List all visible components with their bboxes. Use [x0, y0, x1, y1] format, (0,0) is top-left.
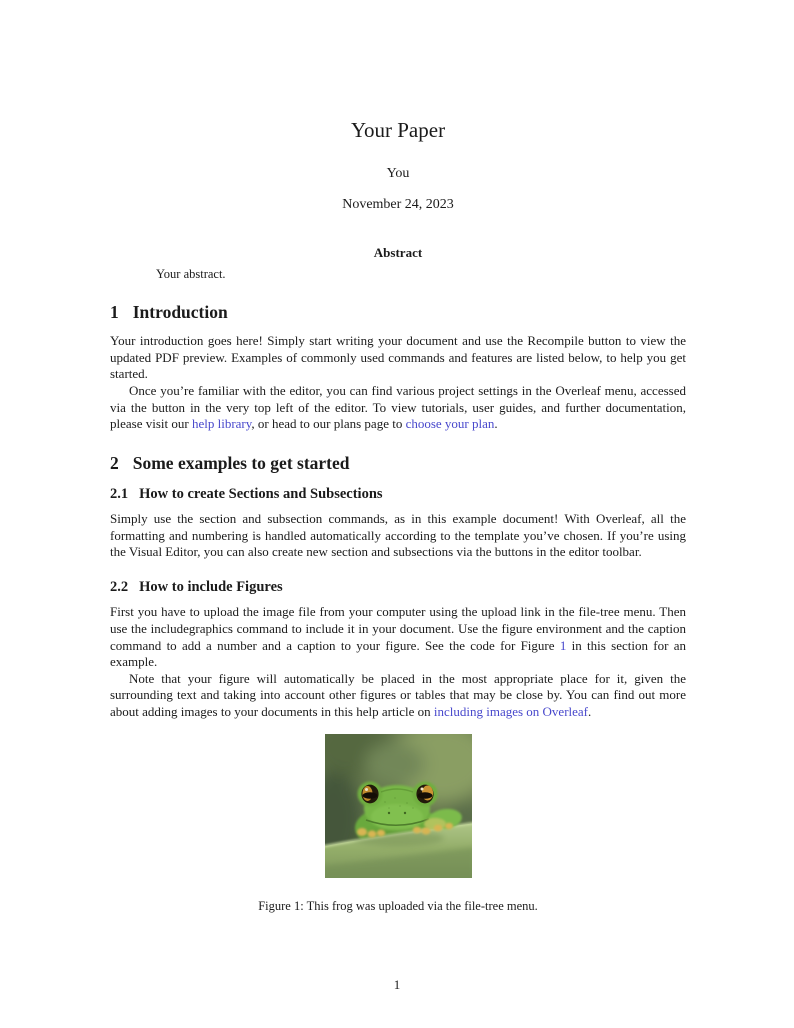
section-title: Some examples to get started: [132, 452, 350, 473]
text-run: Simply use the section and subsection commands, as in this example document! With Overleaf, all the formatting and numbering is handled automatically according to the template you’ve chosen. If you’re using the Visual Editor, you can also create new section and subsections via the buttons in the editor toolbar.: [110, 511, 686, 560]
abstract-heading: Abstract: [373, 245, 423, 261]
subsection-title: How to include Figures: [139, 578, 283, 595]
section-title: Introduction: [132, 302, 228, 323]
text-run: in this section for an example.: [110, 637, 686, 670]
figure-block: [110, 734, 686, 914]
paper-date: November 24, 2023: [342, 197, 454, 213]
subsection-heading-figures: [110, 579, 686, 596]
section-heading-introduction: [110, 302, 686, 323]
text-run: Your introduction goes here! Simply start writing your document and use the Recompile button to view the updated PDF preview. Examples of commonly used commands and features are listed below, to help you get started.: [110, 333, 686, 382]
paragraph: [110, 383, 686, 433]
abstract-body: Your abstract.: [156, 267, 226, 282]
figure-caption: Figure 1: This frog was uploaded via the file-tree menu.: [258, 899, 538, 914]
page-number: 1: [393, 977, 401, 992]
paragraph: [110, 671, 686, 721]
inline-link[interactable]: choose your plan: [405, 416, 495, 432]
subsection-title: How to create Sections and Subsections: [139, 485, 383, 502]
paper-author: You: [386, 166, 410, 182]
subsection-number: 2.1: [110, 485, 129, 502]
text-run: Once you’re familiar with the editor, you can find various project settings in the Overleaf menu, accessed via the button in the very top left of the editor. To view tutorials, user guides, and further documentation, please visit our: [110, 382, 686, 432]
paragraph: [110, 511, 686, 561]
paper-title: Your Paper: [350, 118, 446, 142]
text-run: .: [588, 703, 592, 719]
subsection-number: 2.2: [110, 578, 129, 595]
paragraph: [110, 333, 686, 383]
text-run: .: [494, 416, 498, 432]
page-content: [110, 0, 686, 914]
text-run: Note that your figure will automatically be placed in the most appropriate place for it, given the surrounding text and taking into account other figures or tables that may be close by. You can find out more about adding images to your documents in this help article on: [110, 670, 686, 719]
subsection-heading-sections: [110, 486, 686, 503]
inline-link[interactable]: 1: [559, 637, 567, 653]
inline-link[interactable]: including images on Overleaf: [433, 703, 589, 719]
inline-link[interactable]: help library: [191, 416, 252, 432]
section-number: 2: [110, 452, 119, 473]
frog-photo: [325, 734, 472, 878]
text-run: First you have to upload the image file from your computer using the upload link in the file-tree menu. Then use the includegraphics command to include it in your document. Use the figure environment and the caption command to add a number and a caption to your figure. See the code for Figure: [110, 604, 686, 653]
paragraph: [110, 604, 686, 670]
text-run: , or head to our plans page to: [251, 416, 406, 432]
section-number: 1: [110, 302, 119, 323]
section-heading-examples: [110, 453, 686, 474]
